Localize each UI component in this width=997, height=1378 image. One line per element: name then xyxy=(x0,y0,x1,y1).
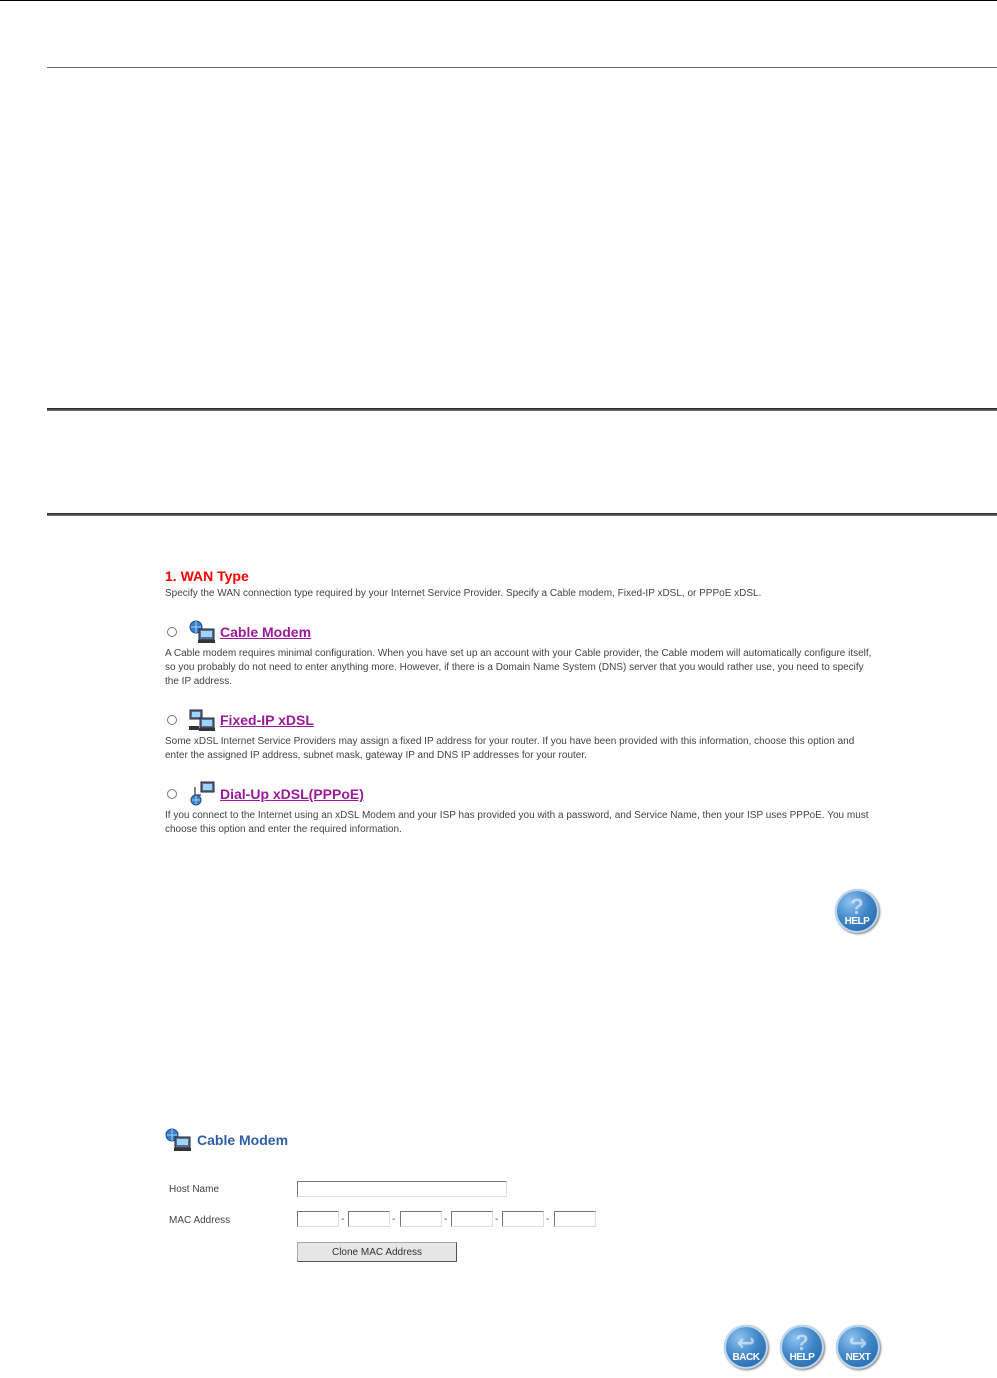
mac-address-label: MAC Address xyxy=(169,1215,231,1226)
wan-type-description: Specify the WAN connection type required by your Internet Service Provider. Specify a Cable modem, Fixed-IP xDSL, or PPPoE xDSL. xyxy=(165,588,762,599)
mac-octet-1-input[interactable] xyxy=(297,1211,339,1227)
cable-modem-radio[interactable] xyxy=(167,627,177,637)
help-label: HELP xyxy=(789,1352,815,1363)
fixed-ip-icon xyxy=(187,707,217,733)
fixed-ip-radio[interactable] xyxy=(167,715,177,725)
mac-octet-4-input[interactable] xyxy=(451,1211,493,1227)
pppoe-link[interactable]: Dial-Up xDSL(PPPoE) xyxy=(220,786,364,802)
mac-octet-2-input[interactable] xyxy=(348,1211,390,1227)
section-divider-top xyxy=(47,408,997,411)
back-arrow-icon: ↩ xyxy=(736,1330,756,1355)
fixed-ip-description: Some xDSL Internet Service Providers may assign a fixed IP address for your router. If you have been provided with this information, choose this option and enter the assigned IP address, subnet mask, gateway IP and DNS IP addresses for your router. xyxy=(165,736,855,761)
next-arrow-icon: ↪ xyxy=(848,1330,868,1355)
wan-option-pppoe xyxy=(165,781,875,837)
host-name-label: Host Name xyxy=(169,1184,220,1195)
cable-modem-header xyxy=(163,1126,288,1154)
help-button[interactable] xyxy=(780,1325,824,1369)
section-divider-bottom xyxy=(47,513,997,516)
cable-modem-icon xyxy=(163,1126,193,1154)
cable-modem-title: Cable Modem xyxy=(197,1132,289,1148)
fixed-ip-link[interactable]: Fixed-IP xDSL xyxy=(220,712,314,728)
question-icon: ? xyxy=(850,894,864,919)
wan-option-fixed-ip xyxy=(165,707,875,763)
mac-separator: - xyxy=(444,1214,448,1225)
next-button[interactable] xyxy=(836,1325,880,1369)
cable-modem-link[interactable]: Cable Modem xyxy=(220,624,312,640)
mac-octet-6-input[interactable] xyxy=(554,1211,596,1227)
wan-help-button[interactable] xyxy=(835,889,879,933)
pppoe-radio[interactable] xyxy=(167,789,177,799)
host-name-input[interactable] xyxy=(297,1181,507,1197)
dialup-icon xyxy=(187,781,217,807)
next-label: NEXT xyxy=(845,1352,871,1363)
header-divider xyxy=(47,67,997,68)
back-label: BACK xyxy=(732,1352,760,1363)
wan-help-label: HELP xyxy=(844,916,870,927)
wan-type-title: 1. WAN Type xyxy=(165,568,249,584)
mac-separator: - xyxy=(392,1214,396,1225)
cable-modem-icon xyxy=(187,619,217,645)
back-button[interactable] xyxy=(724,1325,768,1369)
mac-separator: - xyxy=(341,1214,345,1225)
question-icon: ? xyxy=(795,1330,809,1355)
page-top-rule xyxy=(0,0,997,1)
mac-octet-5-input[interactable] xyxy=(502,1211,544,1227)
pppoe-description: If you connect to the Internet using an xDSL Modem and your ISP has provided you with a password, and Service Name, then your ISP uses PPPoE. You must choose this option and enter the required information. xyxy=(165,810,869,835)
cable-modem-description: A Cable modem requires minimal configuration. When you have set up an account with your Cable provider, the Cable modem will automatically configure itself, so you probably do not need to enter anything more. However, if there is a Domain Name System (DNS) server that you would rather use, you need to specify the IP address. xyxy=(165,648,872,687)
mac-separator: - xyxy=(495,1214,499,1225)
wan-option-cable-modem xyxy=(165,619,875,689)
mac-octet-3-input[interactable] xyxy=(400,1211,442,1227)
mac-separator: - xyxy=(546,1214,550,1225)
clone-mac-address-button[interactable]: Clone MAC Address xyxy=(297,1242,457,1262)
